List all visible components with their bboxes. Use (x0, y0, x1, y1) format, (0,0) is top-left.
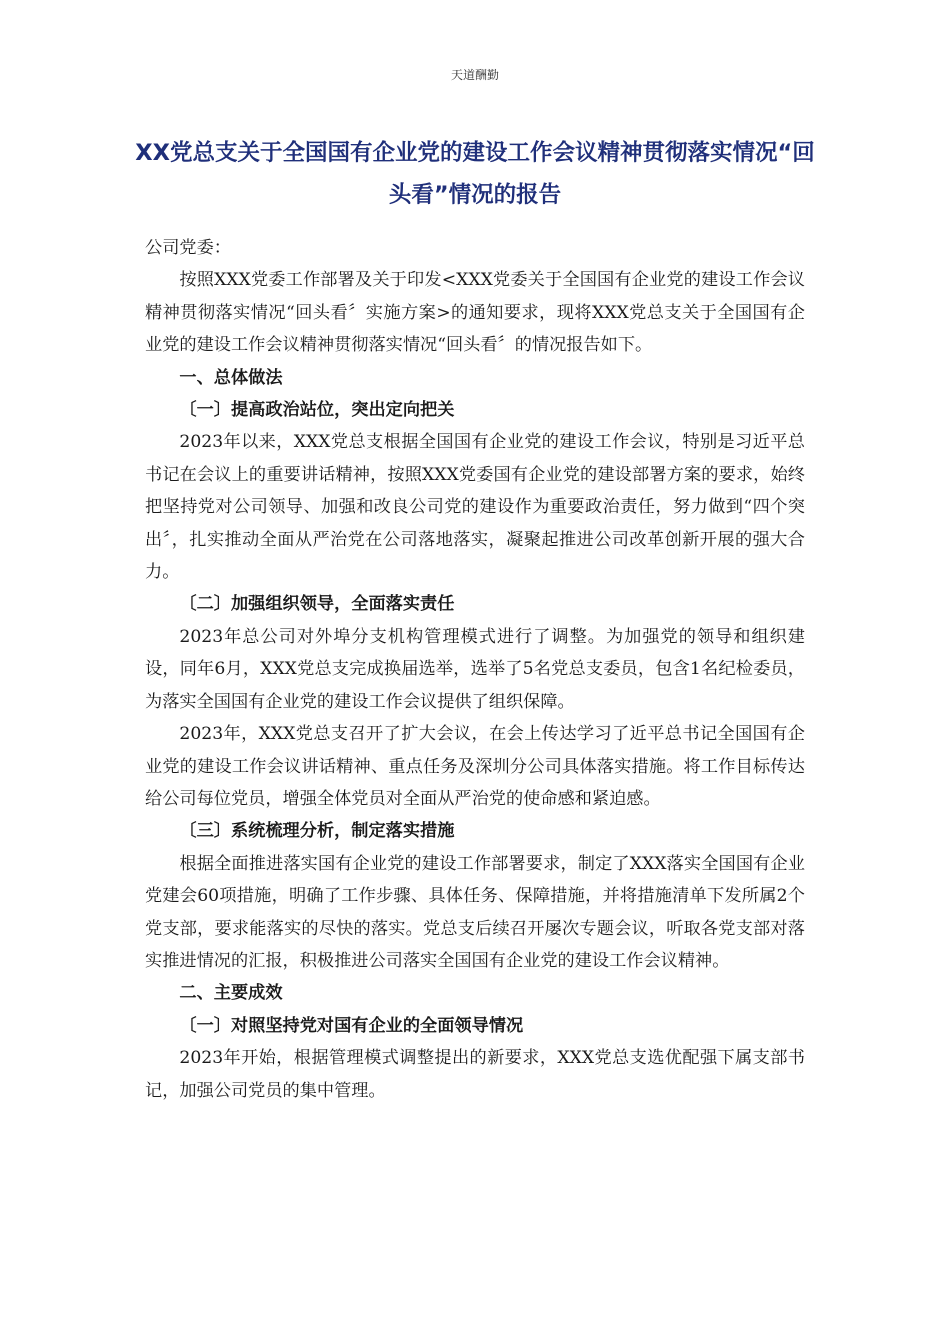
document-body (145, 232, 805, 1107)
section-heading-1: 一、总体做法 (179, 367, 283, 388)
salutation: 公司党委： (145, 238, 231, 258)
subsection-heading-1-2: 〔二〕加强组织领导，全面落实责任 (179, 594, 455, 615)
subsection-heading-1-3: 〔三〕系统梳理分析，制定落实措施 (179, 821, 455, 842)
intro-paragraph: 按照XXX党委工作部署及关于印发<XXX党委关于全国国有企业党的建设工作会议精神贯彻落实情况“回头看〞实施方案>的通知要求，现将XXX党总支关于全国国有企业党的建设工作会议精神贯彻落实情况“回头看〞的情况报告如下。 (145, 270, 805, 356)
body-paragraph: 2023年以来，XXX党总支根据全国国有企业党的建设工作会议，特别是习近平总书记在会议上的重要讲话精神，按照XXX党委国有企业党的建设部署方案的要求，始终把坚持党对公司领导、加强和改良公司党的建设作为重要政治责任，努力做到“四个突出〞，扎实推动全面从严治党在公司落地落实，凝聚起推进公司改革创新开展的强大合力。 (145, 432, 805, 583)
body-paragraph: 2023年，XXX党总支召开了扩大会议，在会上传达学习了近平总书记全国国有企业党的建设工作会议讲话精神、重点任务及深圳分公司具体落实措施。将工作目标传达给公司每位党员，增强全体党员对全面从严治党的使命感和紧迫感。 (145, 724, 805, 809)
body-paragraph: 2023年总公司对外埠分支机构管理模式进行了调整。为加强党的领导和组织建设，同年6月，XXX党总支完成换届选举，选举了5名党总支委员，包含1名纪检委员，为落实全国国有企业党的建设工作会议提供了组织保障。 (145, 626, 805, 712)
page-header: 天道酬勤 (450, 68, 499, 82)
body-paragraph: 根据全面推进落实国有企业党的建设工作部署要求，制定了XXX落实全国国有企业党建会60项措施，明确了工作步骤、具体任务、保障措施，并将措施清单下发所属2个党支部，要求能落实的尽快的落实。党总支后续召开屡次专题会议，听取各党支部对落实推进情况的汇报，积极推进公司落实全国国有企业党的建设工作会议精神。 (145, 853, 805, 971)
subsection-heading-1-1: 〔一〕提高政治站位，突出定向把关 (179, 400, 455, 421)
body-paragraph: 2023年开始，根据管理模式调整提出的新要求，XXX党总支选优配强下属支部书记，加强公司党员的集中管理。 (145, 1048, 805, 1101)
document-title: XX党总支关于全国国有企业党的建设工作会议精神贯彻落实情况“回头看”情况的报告 (135, 140, 815, 208)
subsection-heading-2-1: 〔一〕对照坚持党对国有企业的全面领导情况 (179, 1015, 524, 1036)
section-heading-2: 二、主要成效 (179, 983, 283, 1004)
